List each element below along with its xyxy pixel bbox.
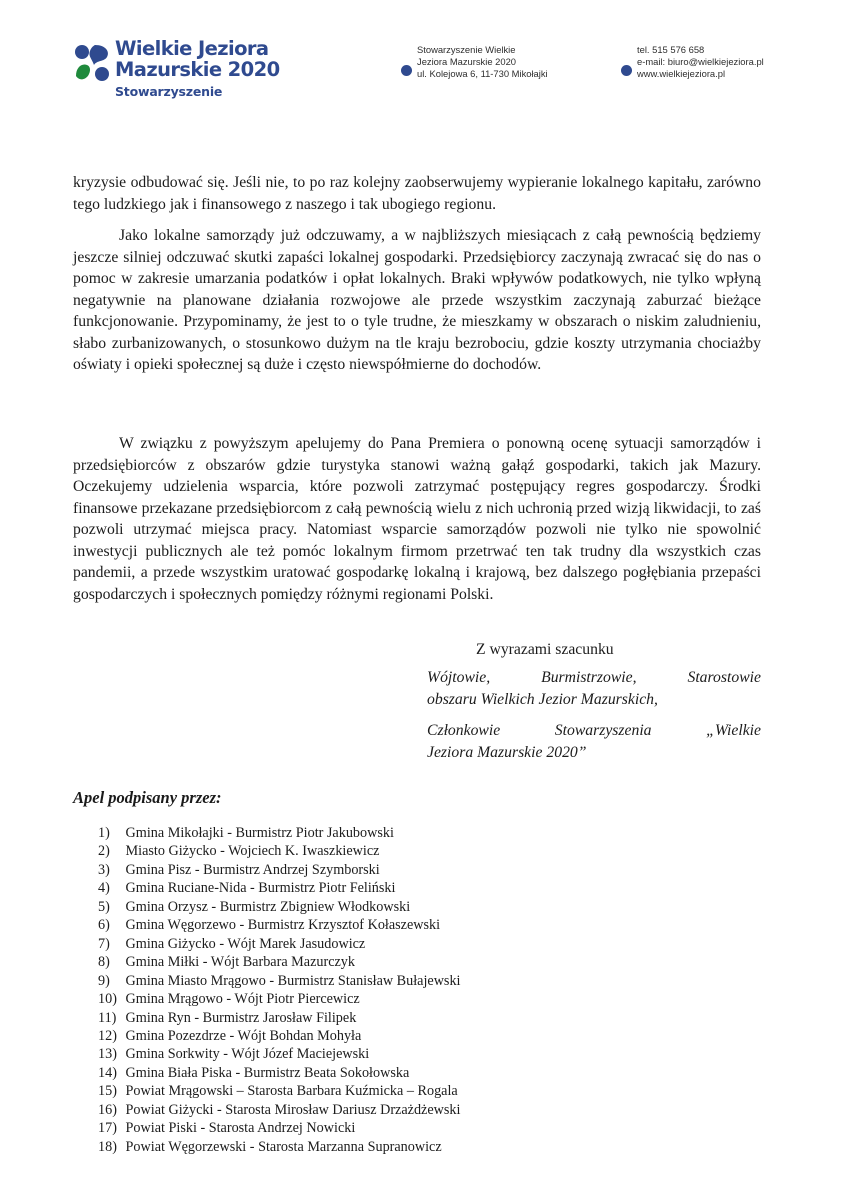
- letterhead-address: [417, 44, 548, 80]
- closing-line: Jeziora Mazurskie 2020”: [427, 743, 587, 761]
- signatory-number: 3): [98, 861, 110, 878]
- body-paragraph-1: [73, 172, 761, 215]
- signatory-text: Miasto Giżycko - Wojciech K. Iwaszkiewicz: [125, 843, 380, 860]
- contact-website: www.wielkiejeziora.pl: [637, 68, 726, 79]
- signatory-number: 16): [98, 1101, 117, 1118]
- signatory-number: 6): [98, 917, 110, 934]
- closing-word: Członkowie: [427, 722, 501, 739]
- logo-subtitle: Stowarzyszenie: [115, 84, 223, 99]
- signatory-number: 9): [98, 972, 110, 989]
- signatory-text: Gmina Giżycko - Wójt Marek Jasudowicz: [125, 935, 366, 952]
- association-logo-text: [115, 38, 280, 102]
- signatory-text: Gmina Ryn - Burmistrz Jarosław Filipek: [125, 1009, 357, 1026]
- signatory-item: [98, 1082, 461, 1100]
- signatory-item: [98, 1009, 461, 1027]
- signatory-item: [98, 861, 461, 879]
- signatory-number: 11): [98, 1009, 117, 1026]
- signatory-number: 2): [98, 843, 110, 860]
- signatory-item: [98, 824, 461, 842]
- letterhead-contact: [637, 44, 764, 80]
- signatory-number: 15): [98, 1083, 117, 1100]
- closing-signature-block-2: [427, 720, 761, 763]
- signatories-heading: Apel podpisany przez:: [73, 788, 222, 807]
- signatory-item: [98, 1101, 461, 1119]
- signatory-number: 10): [98, 991, 117, 1008]
- closing-signature-block-1: [427, 667, 761, 710]
- address-line: Jeziora Mazurskie 2020: [417, 56, 517, 67]
- closing-word: Wójtowie,: [427, 669, 491, 686]
- signatory-item: [98, 842, 461, 860]
- closing-word: Starostowie: [687, 669, 761, 686]
- contact-email: e-mail: biuro@wielkiejeziora.pl: [637, 56, 764, 67]
- signatory-text: Gmina Sorkwity - Wójt Józef Maciejewski: [125, 1046, 370, 1063]
- closing-word: „Wielkie: [706, 722, 761, 739]
- signatory-text: Gmina Miłki - Wójt Barbara Mazurczyk: [125, 954, 355, 971]
- signatory-number: 4): [98, 880, 110, 897]
- signatory-item: [98, 972, 461, 990]
- signatory-text: Gmina Biała Piska - Burmistrz Beata Sokołowska: [125, 1064, 410, 1081]
- signatory-text: Powiat Mrągowski – Starosta Barbara Kuźmicka – Rogala: [125, 1083, 458, 1100]
- address-line: Stowarzyszenie Wielkie: [417, 44, 516, 55]
- paragraph-text: W związku z powyższym apelujemy do Pana Premiera o ponowną ocenę sytuacji samorządów i przedsiębiorców z obszarów gdzie turystyka stanowi ważną gałąź gospodarki, takich jak Mazury. Oczekujemy udzielenia wsparcia, które pozwoli zatrzymać postępujący regres gospodarczy. Środki finansowe przekazane przedsiębiorcom z całą pewnością wielu z nich uchronią przed wizją likwidacji, to zaś pozwoli utrzymać miejsca pracy. Natomiast wsparcie samorządów pozwoli nie tylko nie spowolnić inwestycji publicznych ale też pomóc lokalnym firmom przetrwać ten tak trudny dla wszystkich czas pandemii, a przede wszystkim uratować gospodarkę lokalną i krajową, bez dalszego pogłębiania przepaści gospodarczych i społecznych pomiędzy różnymi regionami Polski.: [73, 435, 761, 603]
- signatory-item: [98, 1064, 461, 1082]
- closing-word: Stowarzyszenia: [554, 722, 652, 739]
- signatories-list: [98, 824, 461, 1156]
- signatory-number: 7): [98, 935, 110, 952]
- signatory-text: Powiat Piski - Starosta Andrzej Nowicki: [125, 1120, 356, 1137]
- logo-name-line-1: Wielkie Jeziora: [115, 37, 269, 60]
- signatory-item: [98, 990, 461, 1008]
- signatory-number: 5): [98, 898, 110, 915]
- signatory-item: [98, 898, 461, 916]
- address-line: ul. Kolejowa 6, 11-730 Mikołajki: [417, 68, 548, 79]
- signatory-text: Gmina Mrągowo - Wójt Piotr Piercewicz: [125, 991, 360, 1008]
- logo-name-line-2: Mazurskie 2020: [115, 58, 280, 81]
- contact-bullet-icon: [621, 65, 632, 76]
- signatory-text: Gmina Orzysz - Burmistrz Zbigniew Włodkowski: [125, 898, 411, 915]
- signatory-text: Powiat Giżycki - Starosta Mirosław Dariusz Drzażdżewski: [125, 1101, 461, 1118]
- signatory-text: Gmina Ruciane-Nida - Burmistrz Piotr Feliński: [125, 880, 396, 897]
- closing-line: obszaru Wielkich Jezior Mazurskich,: [427, 690, 658, 708]
- signatory-item: [98, 935, 461, 953]
- signatory-item: [98, 1027, 461, 1045]
- contact-phone: tel. 515 576 658: [637, 44, 705, 55]
- body-paragraph-3: [73, 433, 761, 605]
- closing-line: [427, 720, 761, 742]
- signatory-number: 13): [98, 1046, 117, 1063]
- signatory-text: Gmina Mikołajki - Burmistrz Piotr Jakubowski: [125, 825, 394, 841]
- signatory-item: [98, 1119, 461, 1137]
- signatory-number: 1): [98, 825, 110, 841]
- paragraph-text: kryzysie odbudować się. Jeśli nie, to po raz kolejny zaobserwujemy wypieranie lokalnego kapitału, zarówno tego ludzkiego jak i finansowego z naszego i tak ubogiego regionu.: [73, 174, 761, 213]
- signatory-text: Gmina Miasto Mrągowo - Burmistrz Stanisław Bułajewski: [125, 972, 461, 989]
- closing-regards: Z wyrazami szacunku: [476, 641, 614, 658]
- paragraph-text: Jako lokalne samorządy już odczuwamy, a w najbliższych miesiącach z całą pewnością będziemy jeszcze silniej odczuwać skutki zapaści lokalnej gospodarki. Przedsiębiorcy zaczynają zwracać się do nas o pomoc w zakresie umarzania podatków i opłat lokalnych. Braki wpływów podatkowych, nie tylko wpłyną negatywnie na planowane działania rozwojowe ale przede wszystkim zaczynają zaburzać bieżące funkcjonowanie. Przypominamy, że jest to o tyle trudne, że mieszkamy w obszarach o niskim zaludnieniu, słabo zurbanizowanych, o stosunkowo dużym na tle kraju bezrobociu, gdzie koszty utrzymania chociażby oświaty i opieki społecznej są duże i często niewspółmierne do dochodów.: [73, 227, 761, 373]
- body-paragraph-2: [73, 225, 761, 376]
- signatory-number: 17): [98, 1120, 117, 1137]
- signatory-item: [98, 879, 461, 897]
- address-bullet-icon: [401, 65, 412, 76]
- signatory-item: [98, 1138, 461, 1156]
- association-logo-icon: [73, 43, 113, 83]
- signatory-item: [98, 916, 461, 934]
- signatory-item: [98, 1045, 461, 1063]
- signatory-number: 8): [98, 954, 110, 971]
- closing-word: Burmistrzowie,: [541, 669, 637, 686]
- signatory-text: Powiat Węgorzewski - Starosta Marzanna Supranowicz: [125, 1138, 442, 1155]
- signatory-number: 18): [98, 1138, 117, 1155]
- signatory-text: Gmina Pisz - Burmistrz Andrzej Szymborski: [125, 861, 380, 878]
- signatory-text: Gmina Pozezdrze - Wójt Bohdan Mohyła: [125, 1027, 362, 1044]
- signatory-number: 12): [98, 1027, 117, 1044]
- signatory-text: Gmina Węgorzewo - Burmistrz Krzysztof Kołaszewski: [125, 917, 441, 934]
- signatory-number: 14): [98, 1064, 117, 1081]
- signatory-item: [98, 953, 461, 971]
- closing-line: [427, 667, 761, 689]
